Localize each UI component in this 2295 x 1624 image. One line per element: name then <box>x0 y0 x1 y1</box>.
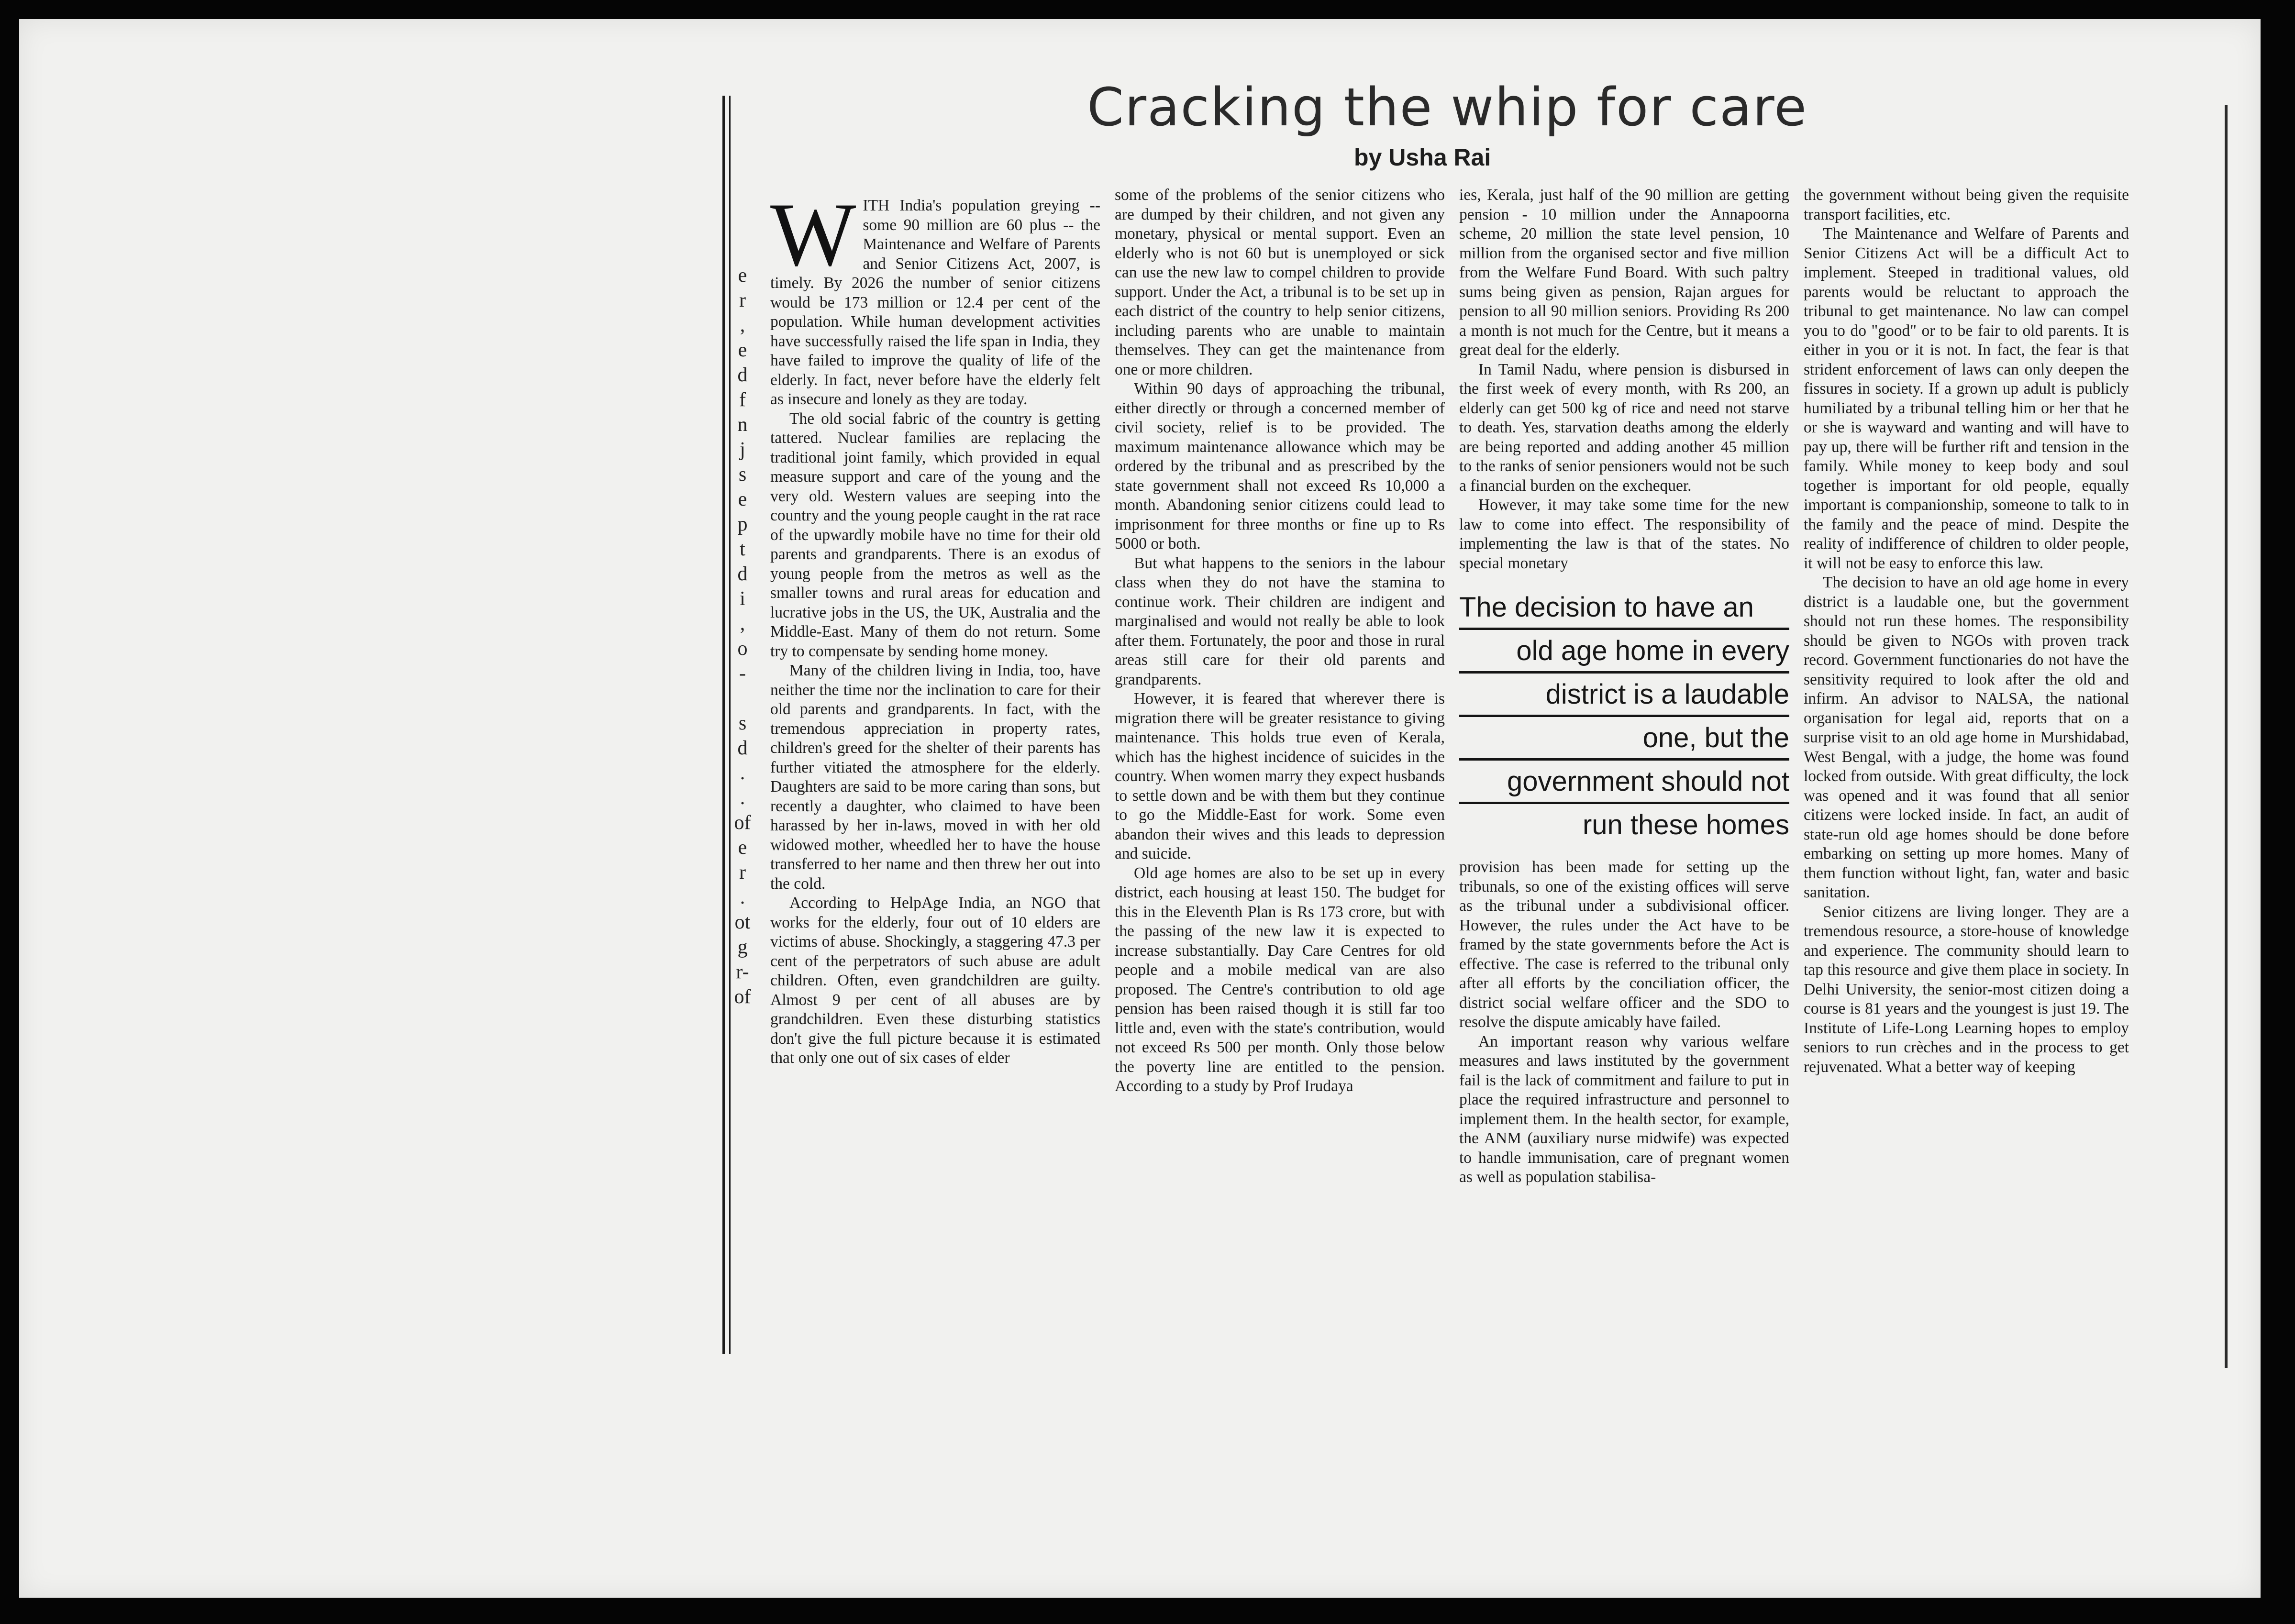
paragraph: However, it is feared that wherever there is migration there will be greater resistance to giving maintenance. This holds true even of Kerala, which has the highest incidence of suicides in the country. When women marry they expect husbands to settle down and be with them but they continue to go the Middle-East for work. Some even abandon their wives and this leads to depression and suicide. <box>1115 690 1445 862</box>
margin-rule-inner <box>729 96 731 1354</box>
paragraph: However, it may take some time for the new law to come into effect. The responsibility of implementing the law is that of the states. No special monetary <box>1459 496 1789 572</box>
article-byline: by Usha Rai <box>1354 144 1491 171</box>
right-column-rule <box>2225 105 2228 1368</box>
margin-rule-left <box>722 96 725 1354</box>
article-column-3 <box>1459 186 1789 1367</box>
pull-quote-line: run these homes <box>1582 809 1789 840</box>
paragraph: In Tamil Nadu, where pension is disbursed in the first week of every month, with Rs 200, an elderly can get 500 kg of rice and need not starve to death. Yes, starvation deaths among the elderly are being reported and adding another 45 million to the ranks of senior pensioners would not be such a financial burden on the exchequer. <box>1459 360 1789 495</box>
pull-quote-line: one, but the <box>1459 717 1789 761</box>
pull-quote <box>1459 586 1789 845</box>
paragraph: According to HelpAge India, an NGO that works for the elderly, four out of 10 elders are victims of abuse. Shockingly, a staggering 47.3 per cent of the perpetrators of such abuse are adult children. Often, even grandchildren are guilty. Almost 9 per cent of all abuses are by grandchildren. Even these disturbing statistics don't give the full picture because it is estimated that only one out of six cases of elder <box>770 894 1100 1067</box>
paragraph: The decision to have an old age home in every district is a laudable one, but the government should not run these homes. The responsibility should be given to NGOs with proven track record. Government functionaries do not have the sensitivity required to look after the old and infirm. An advisor to NALSA, the national organisation for legal aid, reports that on a surprise visit to an old age home in Murshidabad, West Bengal, with a judge, the home was found locked from outside. With great difficulty, the lock was opened and it was found that all senior citizens were locked inside. In fact, an audit of state-run old age homes should be done before embarking on setting up more homes. Many of them function without light, fan, water and basic sanitation. <box>1804 574 2129 901</box>
article-column-2 <box>1115 186 1445 1365</box>
paragraph: The old social fabric of the country is getting tattered. Nuclear families are replacing the traditional joint family, which provided in equal measure support and care of the young and the very old. Western values are seeping into the country and the young people caught in the rat race of the upwardly mobile have no time for their old parents and grandparents. There is an exodus of young people from the metros as well as the smaller towns and rural areas for education and lucrative jobs in the US, the UK, Australia and the Middle-East. Many of them do not return. Some try to compensate by sending home money. <box>770 409 1100 660</box>
article-column-4 <box>1804 186 2129 1367</box>
pull-quote-line: district is a laudable <box>1459 674 1789 717</box>
margin-text-fragments: e r , e d f n j s e p t d i , o - s d . . of e r . ot g r- of <box>734 265 751 1008</box>
paragraph: An important reason why various welfare measures and laws instituted by the government fail is the lack of commitment and failure to put in place the required infrastructure and personnel to implement them. In the health sector, for example, the ANM (auxiliary nurse midwife) was expected to handle immunisation, care of pregnant women as well as population stabilisa- <box>1459 1032 1789 1186</box>
paragraph: Old age homes are also to be set up in every district, each housing at least 150. The budget for this in the Eleventh Plan is Rs 173 crore, but with the passing of the new law it is expected to increase substantially. Day Care Centres for old people and a mobile medical van are also proposed. The Centre's contribution to old age pension has been raised though it is still far too little and, even with the state's contribution, would not exceed Rs 500 per month. Only those below the poverty line are entitled to the pension. According to a study by Prof Irudaya <box>1115 864 1445 1095</box>
paragraph: some of the problems of the senior citizens who are dumped by their children, and not given any monetary, physical or mental support. Even an elderly who is not 60 but is unemployed or sick can use the new law to compel children to provide support. Under the Act, a tribunal is to be set up in each district of the country to help senior citizens, including parents who are unable to maintain themselves. They can get the maintenance from one or more children. <box>1115 186 1445 378</box>
newspaper-clipping <box>722 77 2234 1370</box>
paper-sheet <box>19 19 2261 1598</box>
pull-quote-line: government should not <box>1459 761 1789 804</box>
paragraph: provision has been made for setting up the tribunals, so one of the existing offices will serve as the tribunal under a subdivisional officer. However, the rules under the Act have to be framed by the state governments before the Act is effective. The case is referred to the tribunal only after all efforts by the conciliation officer, the district social welfare officer and the SDO to resolve the dispute amicably have failed. <box>1459 858 1789 1031</box>
paragraph: The Maintenance and Welfare of Parents and Senior Citizens Act will be a difficult Act to implement. Steeped in traditional values, old parents would be reluctant to approach the tribunal to get maintenance. No law can compel you to do "good" or to be fair to old parents. It is either in you or it is not. In fact, the fear is that strident enforcement of laws can only deepen the fissures in society. If a grown up adult is publicly humiliated by a tribunal telling him or her that he or she is wayward and wanting and will have to pay up, there will be further rift and tension in the family. While money to keep body and soul together is important for old people, equally important is companionship, someone to talk to in the family and the peace of mind. Despite the reality of indifference of children to older people, it will not be easy to enforce this law. <box>1804 225 2129 572</box>
paragraph: Senior citizens are living longer. They are a tremendous resource, a store-house of knowledge and experience. The community should learn to tap this resource and give them place in society. In Delhi University, the senior-most citizen doing a course is 81 years and the youngest is just 19. The Institute of Life-Long Learning hopes to employ seniors to run crèches and in the process to get rejuvenated. What a better way of keeping <box>1804 903 2129 1076</box>
paragraph: But what happens to the seniors in the labour class when they do not have the stamina to continue work. Their children are indigent and marginalised and would not really be able to look after them. Fortunately, the poor and those in rural areas still care for their old parents and grandparents. <box>1115 554 1445 688</box>
paragraph: Many of the children living in India, too, have neither the time nor the inclination to care for their old parents and grandparents. In fact, with the tremendous appreciation in property rates, children's greed for the shelter of their parents has further vitiated the atmosphere for the elderly. Daughters are said to be more caring than sons, but recently a daughter, who claimed to have been harassed by her in-laws, moved in with her old widowed mother, wheedled her to have the house transferred to her name and then threw her out into the cold. <box>770 662 1100 893</box>
paragraph <box>770 196 1100 409</box>
paragraph: ies, Kerala, just half of the 90 million are getting pension - 10 million under the Annapoorna scheme, 20 million the state level pension, 10 million from the organised sector and five million from the Welfare Fund Board. With such paltry sums being given as pension, Rajan argues for pension to all 90 million seniors. Providing Rs 200 a month is not much for the Centre, but it means a great deal for the elderly. <box>1459 186 1789 359</box>
article-column-1 <box>770 196 1100 1368</box>
pull-quote-line: The decision to have an <box>1459 586 1789 630</box>
paragraph: Within 90 days of approaching the tribunal, either directly or through a concerned member of civil society, relief is to be provided. The maximum maintenance allowance which may be ordered by the tribunal and as prescribed by the state government shall not exceed Rs 10,000 a month. Abandoning senior citizens could lead to imprisonment for three months or fine up to Rs 5000 or both. <box>1115 380 1445 552</box>
paragraph: the government without being given the requisite transport facilities, etc. <box>1804 186 2129 223</box>
left-margin-strip <box>722 96 756 1354</box>
paragraph-text: ITH India's population greying -- some 90 million are 60 plus -- the Maintenance and Welfare of Parents and Senior Citizens Act, 2007, is timely. By 2026 the number of senior citizens would be 173 million or 12.4 per cent of the population. While human development activities have successfully raised the life span in India, they have failed to improve the quality of life of the elderly. In fact, never before have the elderly felt as insecure and lonely as they are today. <box>770 197 1100 408</box>
pull-quote-line: old age home in every <box>1459 630 1789 674</box>
drop-cap: W <box>770 196 856 285</box>
article-headline: Cracking the whip for care <box>1087 77 1807 138</box>
